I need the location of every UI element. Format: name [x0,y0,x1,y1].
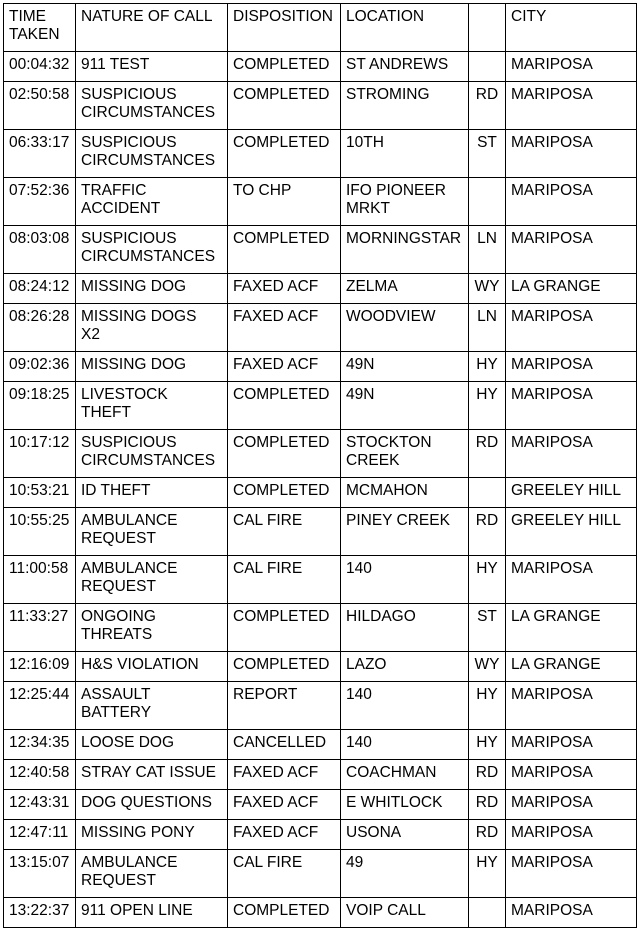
cell-nature: ASSAULT BATTERY [76,682,228,730]
cell-disposition: REPORT [228,682,341,730]
cell-time: 08:03:08 [4,226,76,274]
cell-nature: 911 TEST [76,52,228,82]
cell-location: 49N [341,382,469,430]
table-row [4,898,637,928]
cell-time: 13:22:37 [4,898,76,928]
cell-nature: AMBULANCE REQUEST [76,508,228,556]
cell-time: 12:40:58 [4,760,76,790]
cell-city: GREELEY HILL [506,478,637,508]
header-time: TIME TAKEN [4,4,76,52]
cell-location: 140 [341,682,469,730]
cell-nature: DOG QUESTIONS [76,790,228,820]
cell-time: 06:33:17 [4,130,76,178]
cell-location: 49N [341,352,469,382]
cell-suffix [469,178,506,226]
cell-location: COACHMAN [341,760,469,790]
cell-city: MARIPOSA [506,730,637,760]
cell-suffix: RD [469,430,506,478]
cell-city: GREELEY HILL [506,508,637,556]
cell-location: PINEY CREEK [341,508,469,556]
cell-city: LA GRANGE [506,274,637,304]
cell-disposition: FAXED ACF [228,304,341,352]
cell-suffix: WY [469,274,506,304]
cell-city: MARIPOSA [506,178,637,226]
cell-time: 12:34:35 [4,730,76,760]
cell-disposition: FAXED ACF [228,760,341,790]
cell-disposition: FAXED ACF [228,820,341,850]
header-nature: NATURE OF CALL [76,4,228,52]
table-row [4,226,637,274]
cell-suffix: HY [469,682,506,730]
cell-nature: LOOSE DOG [76,730,228,760]
cell-suffix: ST [469,130,506,178]
cell-disposition: COMPLETED [228,382,341,430]
cell-nature: MISSING PONY [76,820,228,850]
cell-location: ST ANDREWS [341,52,469,82]
cell-nature: SUSPICIOUS CIRCUMSTANCES [76,82,228,130]
cell-city: MARIPOSA [506,130,637,178]
cell-time: 11:00:58 [4,556,76,604]
cell-city: LA GRANGE [506,604,637,652]
header-disposition: DISPOSITION [228,4,341,52]
cell-suffix: LN [469,226,506,274]
table-row [4,760,637,790]
cell-disposition: COMPLETED [228,604,341,652]
cell-suffix: RD [469,790,506,820]
cell-nature: 911 OPEN LINE [76,898,228,928]
cell-time: 12:43:31 [4,790,76,820]
cell-suffix: HY [469,352,506,382]
cell-suffix: ST [469,604,506,652]
cell-location: IFO PIONEER MRKT [341,178,469,226]
cell-location: MCMAHON [341,478,469,508]
cell-time: 08:24:12 [4,274,76,304]
table-row [4,82,637,130]
cell-location: LAZO [341,652,469,682]
cell-nature: AMBULANCE REQUEST [76,850,228,898]
cell-time: 00:04:32 [4,52,76,82]
cell-nature: MISSING DOG [76,274,228,304]
table-row [4,52,637,82]
cell-city: MARIPOSA [506,352,637,382]
cell-location: HILDAGO [341,604,469,652]
cell-disposition: COMPLETED [228,226,341,274]
cell-time: 10:55:25 [4,508,76,556]
cell-nature: H&S VIOLATION [76,652,228,682]
table-row [4,178,637,226]
cell-suffix: RD [469,508,506,556]
cell-disposition: COMPLETED [228,652,341,682]
cell-suffix: RD [469,82,506,130]
cell-time: 11:33:27 [4,604,76,652]
cell-city: MARIPOSA [506,82,637,130]
cell-time: 02:50:58 [4,82,76,130]
cell-city: MARIPOSA [506,820,637,850]
cell-location: VOIP CALL [341,898,469,928]
cell-city: MARIPOSA [506,556,637,604]
cell-time: 12:16:09 [4,652,76,682]
table-row [4,274,637,304]
table-row [4,604,637,652]
cell-disposition: COMPLETED [228,130,341,178]
cell-location: STROMING [341,82,469,130]
cell-suffix: HY [469,556,506,604]
header-location: LOCATION [341,4,469,52]
cell-time: 07:52:36 [4,178,76,226]
cell-nature: MISSING DOGS X2 [76,304,228,352]
cell-suffix: HY [469,850,506,898]
cell-time: 10:53:21 [4,478,76,508]
call-log-table [3,3,637,928]
cell-nature: SUSPICIOUS CIRCUMSTANCES [76,226,228,274]
cell-disposition: COMPLETED [228,898,341,928]
cell-nature: SUSPICIOUS CIRCUMSTANCES [76,130,228,178]
cell-nature: ID THEFT [76,478,228,508]
table-row [4,130,637,178]
cell-suffix [469,52,506,82]
cell-location: WOODVIEW [341,304,469,352]
cell-city: MARIPOSA [506,850,637,898]
cell-suffix: RD [469,760,506,790]
cell-suffix: WY [469,652,506,682]
cell-nature: SUSPICIOUS CIRCUMSTANCES [76,430,228,478]
cell-disposition: CAL FIRE [228,850,341,898]
cell-location: 140 [341,730,469,760]
table-row [4,304,637,352]
cell-time: 09:02:36 [4,352,76,382]
cell-disposition: COMPLETED [228,478,341,508]
table-row [4,352,637,382]
cell-city: MARIPOSA [506,790,637,820]
cell-city: MARIPOSA [506,682,637,730]
header-row [4,4,637,52]
cell-disposition: TO CHP [228,178,341,226]
cell-disposition: COMPLETED [228,52,341,82]
cell-disposition: FAXED ACF [228,274,341,304]
table-row [4,478,637,508]
cell-city: MARIPOSA [506,52,637,82]
table-row [4,652,637,682]
cell-nature: MISSING DOG [76,352,228,382]
cell-time: 12:47:11 [4,820,76,850]
table-row [4,430,637,478]
cell-suffix: LN [469,304,506,352]
cell-disposition: CAL FIRE [228,508,341,556]
cell-suffix: HY [469,730,506,760]
cell-nature: LIVESTOCK THEFT [76,382,228,430]
header-city: CITY [506,4,637,52]
cell-city: MARIPOSA [506,382,637,430]
cell-nature: TRAFFIC ACCIDENT [76,178,228,226]
cell-location: USONA [341,820,469,850]
table-row [4,556,637,604]
table-row [4,508,637,556]
cell-city: MARIPOSA [506,430,637,478]
cell-time: 09:18:25 [4,382,76,430]
cell-location: 140 [341,556,469,604]
cell-disposition: CANCELLED [228,730,341,760]
table-row [4,382,637,430]
cell-disposition: COMPLETED [228,430,341,478]
cell-location: MORNINGSTAR [341,226,469,274]
cell-suffix [469,478,506,508]
cell-city: MARIPOSA [506,898,637,928]
cell-suffix [469,898,506,928]
table-row [4,682,637,730]
table-row [4,850,637,898]
table-row [4,790,637,820]
cell-suffix: HY [469,382,506,430]
cell-time: 13:15:07 [4,850,76,898]
cell-time: 12:25:44 [4,682,76,730]
cell-disposition: COMPLETED [228,82,341,130]
cell-location: ZELMA [341,274,469,304]
cell-time: 10:17:12 [4,430,76,478]
header-suffix [469,4,506,52]
table-row [4,820,637,850]
cell-nature: AMBULANCE REQUEST [76,556,228,604]
cell-city: MARIPOSA [506,304,637,352]
cell-suffix: RD [469,820,506,850]
cell-city: MARIPOSA [506,760,637,790]
cell-location: STOCKTON CREEK [341,430,469,478]
cell-location: 49 [341,850,469,898]
cell-nature: ONGOING THREATS [76,604,228,652]
cell-location: 10TH [341,130,469,178]
cell-disposition: FAXED ACF [228,790,341,820]
cell-location: E WHITLOCK [341,790,469,820]
cell-disposition: FAXED ACF [228,352,341,382]
cell-nature: STRAY CAT ISSUE [76,760,228,790]
table-row [4,730,637,760]
cell-time: 08:26:28 [4,304,76,352]
cell-city: LA GRANGE [506,652,637,682]
cell-city: MARIPOSA [506,226,637,274]
cell-disposition: CAL FIRE [228,556,341,604]
